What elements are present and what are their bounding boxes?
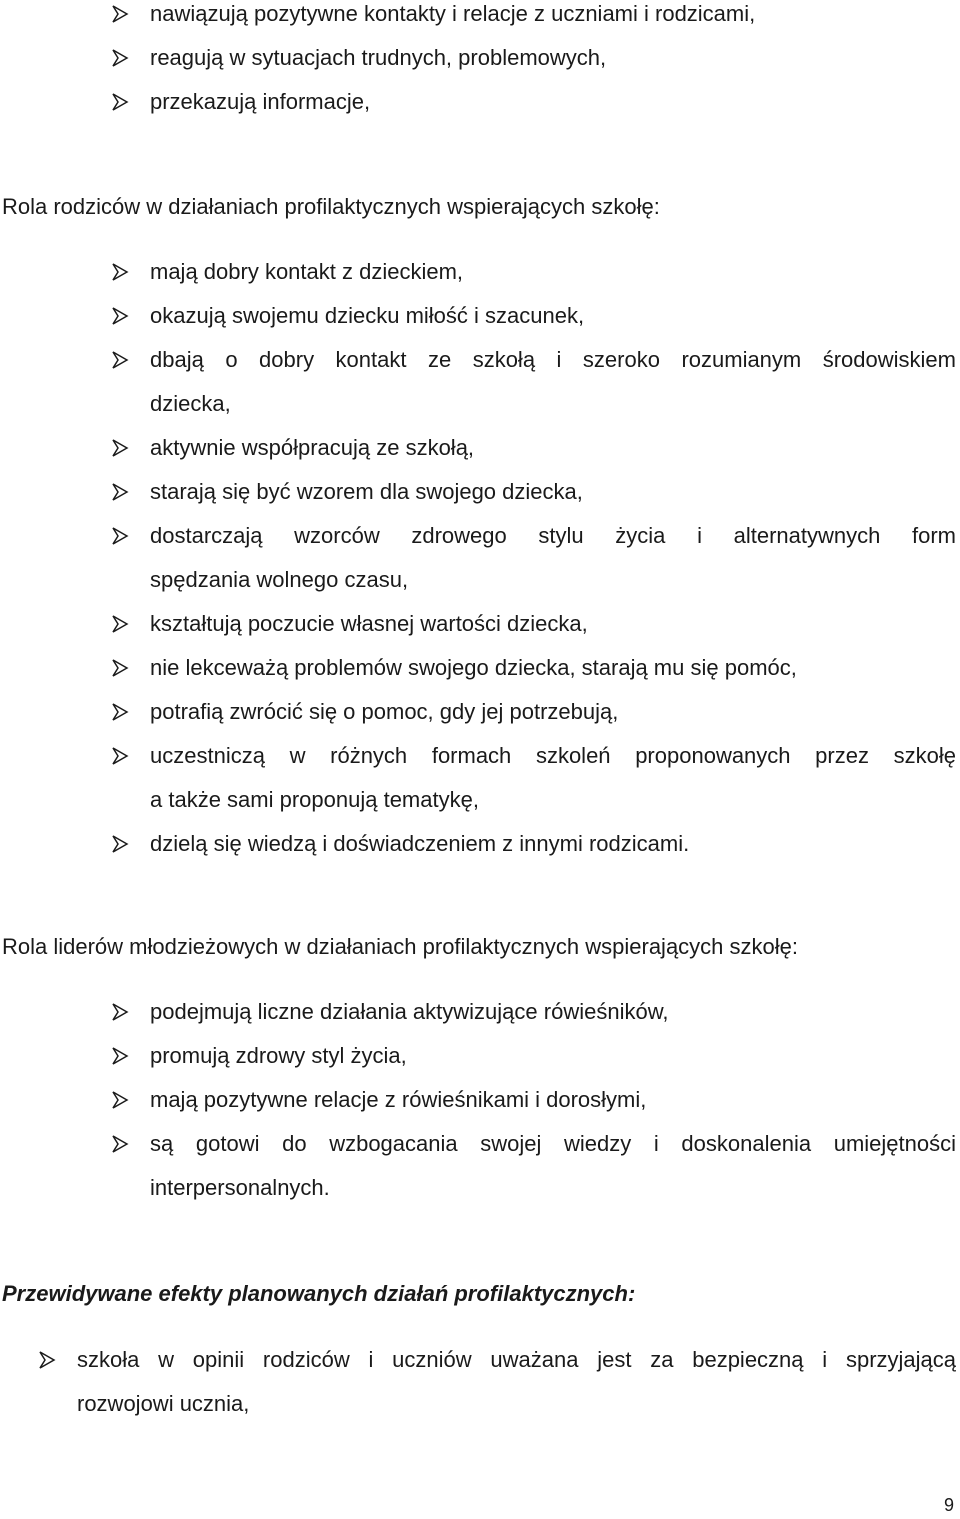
arrowhead-bullet-icon [110, 1046, 130, 1066]
list-item-text: nawiązują pozytywne kontakty i relacje z uczniami i rodzicami, [150, 1, 756, 26]
list-item-text: reagują w sytuacjach trudnych, problemowych, [150, 45, 607, 70]
list-item-text: starają się być wzorem dla swojego dziecka, [150, 479, 583, 504]
list-item-text: spędzania wolnego czasu, [150, 567, 409, 592]
page-number: 9 [943, 1495, 954, 1515]
list-item-text: uczestniczą w różnych formach szkoleń proponowanych przez szkołę [150, 743, 956, 768]
list-item-text: rozwojowi ucznia, [77, 1391, 250, 1416]
list-item [110, 345, 956, 433]
arrowhead-bullet-icon [37, 1350, 57, 1370]
expected-effects-heading: Przewidywane efekty planowanych działań profilaktycznych: [2, 1281, 636, 1306]
list-item [110, 477, 956, 521]
list-item-text: a także sami proponują tematykę, [150, 787, 479, 812]
list-item-text: nie lekceważą problemów swojego dziecka, starają mu się pomóc, [150, 655, 797, 680]
arrowhead-bullet-icon [110, 262, 130, 282]
arrowhead-bullet-icon [110, 438, 130, 458]
list-item-text: podejmują liczne działania aktywizujące rówieśników, [150, 999, 669, 1024]
list-item [110, 43, 956, 87]
list-item-text: są gotowi do wzbogacania swojej wiedzy i doskonalenia umiejętności [150, 1131, 956, 1156]
list-item [110, 829, 956, 873]
list-item-text: potrafią zwrócić się o pomoc, gdy jej potrzebują, [150, 699, 619, 724]
arrowhead-bullet-icon [110, 482, 130, 502]
list-item-text: mają pozytywne relacje z rówieśnikami i dorosłymi, [150, 1087, 647, 1112]
youth-leaders-role-list [110, 997, 956, 1217]
expected-effects-list [37, 1345, 956, 1433]
arrowhead-bullet-icon [110, 702, 130, 722]
parents-role-list [110, 257, 956, 873]
list-item-text: mają dobry kontakt z dzieckiem, [150, 259, 464, 284]
list-item-text: dostarczają wzorców zdrowego stylu życia i alternatywnych form [150, 523, 956, 548]
parents-role-heading: Rola rodziców w działaniach profilaktycznych wspierających szkołę: [2, 194, 660, 219]
arrowhead-bullet-icon [110, 746, 130, 766]
list-item-text: aktywnie współpracują ze szkołą, [150, 435, 475, 460]
list-item [110, 87, 956, 131]
list-item-text: promują zdrowy styl życia, [150, 1043, 407, 1068]
list-item [110, 609, 956, 653]
list-item [110, 997, 956, 1041]
list-item [110, 521, 956, 609]
list-item [110, 697, 956, 741]
list-item-text: przekazują informacje, [150, 89, 371, 114]
arrowhead-bullet-icon [110, 306, 130, 326]
list-item [110, 741, 956, 829]
arrowhead-bullet-icon [110, 92, 130, 112]
list-item [110, 301, 956, 345]
list-item-text: dzielą się wiedzą i doświadczeniem z innymi rodzicami. [150, 831, 690, 856]
list-item [110, 433, 956, 477]
list-item-text: dbają o dobry kontakt ze szkołą i szeroko rozumianym środowiskiem [150, 347, 956, 372]
list-item [110, 1129, 956, 1217]
arrowhead-bullet-icon [110, 1090, 130, 1110]
list-item-text: okazują swojemu dziecku miłość i szacunek, [150, 303, 585, 328]
list-item [110, 1041, 956, 1085]
list-item [37, 1345, 956, 1433]
arrowhead-bullet-icon [110, 48, 130, 68]
arrowhead-bullet-icon [110, 526, 130, 546]
list-item-text: kształtują poczucie własnej wartości dziecka, [150, 611, 588, 636]
arrowhead-bullet-icon [110, 658, 130, 678]
list-item [110, 653, 956, 697]
arrowhead-bullet-icon [110, 350, 130, 370]
arrowhead-bullet-icon [110, 614, 130, 634]
arrowhead-bullet-icon [110, 4, 130, 24]
arrowhead-bullet-icon [110, 1134, 130, 1154]
list-item [110, 257, 956, 301]
list-item-text: interpersonalnych. [150, 1175, 330, 1200]
youth-leaders-role-heading: Rola liderów młodzieżowych w działaniach profilaktycznych wspierających szkołę: [2, 934, 798, 959]
list-item [110, 1085, 956, 1129]
arrowhead-bullet-icon [110, 1002, 130, 1022]
arrowhead-bullet-icon [110, 834, 130, 854]
teachers-role-list [110, 0, 956, 131]
list-item-text: szkoła w opinii rodziców i uczniów uważana jest za bezpieczną i sprzyjającą [77, 1347, 956, 1372]
list-item-text: dziecka, [150, 391, 231, 416]
list-item [110, 0, 956, 43]
